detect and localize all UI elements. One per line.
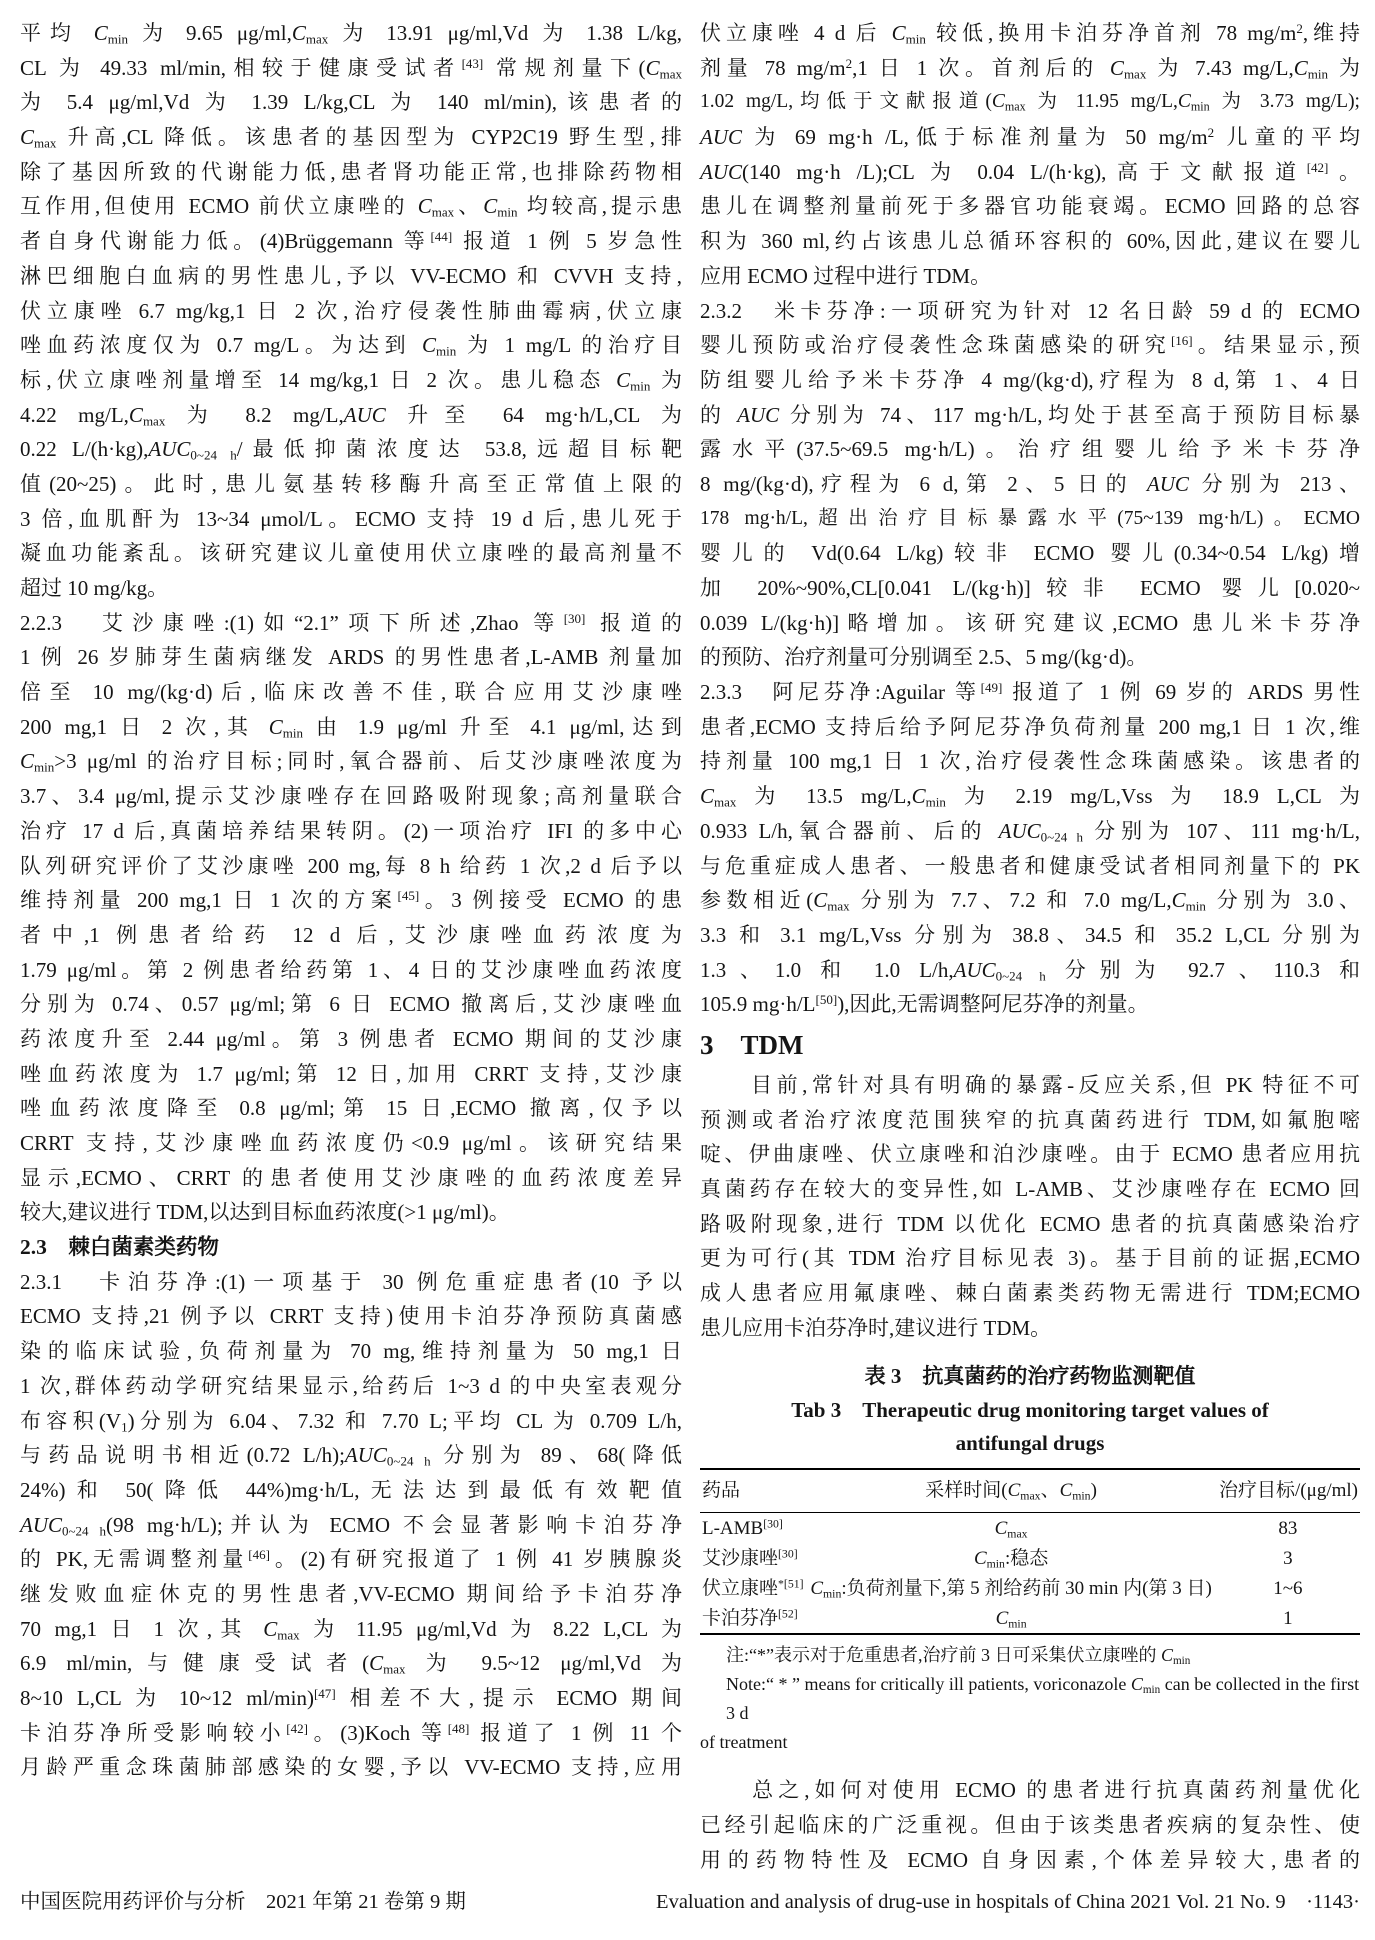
text-line: 队列研究评价了艾沙康唑 200 mg,每 8 h 给药 1 次,2 d 后予以 — [20, 853, 682, 878]
text-line: 淋巴细胞白血病的男性患儿,予以 VV-ECMO 和 CVVH 支持, — [20, 263, 682, 288]
text-line: 持剂量 100 mg,1 日 1 次,治疗侵袭性念珠菌感染。该患者的 — [700, 749, 1360, 774]
text-line: 3.7、3.4 μg/ml,提示艾沙康唑存在回路吸附现象;高剂量联合 — [20, 784, 682, 809]
text-line: 为 5.4 μg/ml,Vd 为 1.39 L/kg,CL 为 140 ml/min),该患者的 — [20, 90, 682, 115]
text-line: 8~10 L,CL 为 10~12 ml/min)[47] 相差不大,提示 ECMO 期间 — [20, 1685, 682, 1710]
table-cell: 1 — [1283, 1607, 1293, 1629]
text-line: 积为 360 ml,约占该患儿总循环容积的 60%,因此,建议在婴儿 — [700, 229, 1360, 254]
text-line: 的 PK,无需调整剂量[46]。(2)有研究报道了 1 例 41 岁胰腺炎 — [20, 1547, 682, 1572]
text-line: 月龄严重念珠菌肺部感染的女婴,予以 VV-ECMO 支持,应用 — [20, 1755, 682, 1780]
text-line: 患儿应用卡泊芬净时,建议进行 TDM。 — [700, 1315, 1052, 1340]
text-line: 值(20~25)。此时,患儿氨基转移酶升高至正常值上限的 — [20, 471, 682, 496]
text-line: 染的临床试验,负荷剂量为 70 mg,维持剂量为 50 mg,1 日 — [20, 1339, 682, 1364]
table-note-en: Note:“ * ” means for critically ill patients, voriconazole $C_{min}$ can be collected in the first 3 d — [726, 1674, 1360, 1724]
table-notes — [700, 1641, 1360, 1757]
footer-journal-en: Evaluation and analysis of drug-use in hospitals of China 2021 Vol. 21 No. 9 ·1143· — [656, 1891, 1360, 1913]
text-line: 标,伏立康唑剂量增至 14 mg/kg,1 日 2 次。患儿稳态 $C_{min}$ 为 — [20, 367, 682, 394]
text-line: 药浓度升至 2.44 μg/ml。第 3 例患者 ECMO 期间的艾沙康 — [20, 1026, 682, 1051]
table-cell: $C_{min}$:负荷剂量下,第 5 剂给药前 30 min 内(第 3 日) — [810, 1577, 1212, 1601]
text-line: 3.3 和 3.1 mg/L,Vss 分别为 38.8、34.5 和 35.2 L,CL 分别为 — [700, 922, 1360, 947]
text-line: 露水平(37.5~69.5 mg·h/L)。治疗组婴儿给予米卡芬净 — [700, 437, 1360, 462]
text-line: 超过 10 mg/kg。 — [20, 576, 169, 600]
text-line: 178 mg·h/L,超出治疗目标暴露水平(75~139 mg·h/L)。ECMO — [700, 507, 1360, 529]
table-cell: 3 — [1283, 1547, 1293, 1569]
text-line: 伏立康唑 4 d 后 $C_{min}$ 较低,换用卡泊芬净首剂 78 $mg/m^2$,维持 — [700, 20, 1360, 47]
table-cell: 艾沙康唑[30] — [702, 1547, 798, 1569]
text-line: 唑血药浓度仅为 0.7 mg/L。为达到 $C_{min}$ 为 1 mg/L 的治疗目 — [20, 333, 682, 359]
text-line: 总之,如何对使用 ECMO 的患者进行抗真菌药剂量优化 — [700, 1778, 1360, 1803]
text-line: 剂量 78 $mg/m^2,1$ 日 1 次。首剂后的 $C_{max}$ 为 7.43 $mg/L,C_{min}$ 为 — [700, 55, 1361, 82]
text-line: 真菌药存在较大的变异性,如 L-AMB、艾沙康唑存在 ECMO 回 — [700, 1177, 1360, 1201]
text-line: 患者,ECMO 支持后给予阿尼芬净负荷剂量 200 mg,1 日 1 次,维 — [700, 714, 1360, 739]
table-cell: L-AMB[30] — [702, 1517, 783, 1539]
text-line: $C_{max}$ 为 13.5 $mg/L,C_{min}$ 为 2.19 mg/L,Vss 为 18.9 L,CL 为 — [700, 784, 1361, 810]
table-cell: 1~6 — [1273, 1577, 1303, 1599]
text-line: CL 为 49.33 ml/min,相较于健康受试者[43] 常规剂量下($C_{max}$ — [20, 55, 682, 82]
table-note-en-2: of treatment — [700, 1732, 788, 1753]
table-cell: $C_{max}$ — [994, 1517, 1028, 1541]
text-line: $C_{min}>3$ μg/ml 的治疗目标;同时,氧合器前、后艾沙康唑浓度为 — [20, 749, 682, 776]
text-line: 卡泊芬净所受影响较小[42]。(3)Koch 等[48] 报道了 1 例 11 个 — [20, 1720, 682, 1745]
text-line: 的 AUC 分别为 74、117 mg·h/L,均处于甚至高于预防目标暴 — [700, 402, 1361, 427]
text-line: 路吸附现象,进行 TDM 以优化 ECMO 患者的抗真菌感染治疗 — [700, 1211, 1360, 1236]
text-line: 24%)和 50(降低 44%)mg·h/L,无法达到最低有效靶值 — [20, 1477, 682, 1502]
table-cell: $C_{min}$:稳态 — [973, 1547, 1049, 1571]
text-line: 互作用,但使用 ECMO 前伏立康唑的 $C_{max}$、$C_{min}$ 均较高,提示患 — [20, 194, 683, 221]
text-line: 105.9 mg·h/L[50]),因此,无需调整阿尼芬净的剂量。 — [700, 992, 1149, 1017]
text-line: 预测或者治疗浓度范围狭窄的抗真菌药进行 TDM,如氟胞嘧 — [700, 1107, 1360, 1132]
text-line: 显示,ECMO、CRRT 的患者使用艾沙康唑的血药浓度差异 — [20, 1165, 682, 1190]
text-line: 3 倍,血肌酐为 13~34 μmol/L。ECMO 支持 19 d 后,患儿死于 — [20, 506, 682, 531]
text-line: 1.3、1.0 和 1.0 $L/h,AUC_{0\sim 24 h}$ 分别为 92.7、110.3 和 — [700, 957, 1360, 984]
text-line: 已经引起临床的广泛重视。但由于该类患者疾病的复杂性、使 — [700, 1813, 1360, 1838]
right-column — [700, 16, 1360, 1878]
text-line: 维持剂量 200 mg,1 日 1 次的方案[45]。3 例接受 ECMO 的患 — [20, 888, 683, 913]
text-line: CRRT 支持,艾沙康唑血药浓度仍<0.9 μg/ml。该研究结果 — [20, 1131, 682, 1155]
text-line: 倍至 10 mg/(kg·d)后,临床改善不佳,联合应用艾沙康唑 — [20, 680, 682, 705]
text-line: $AUC_{0\sim 24 h}(98$ mg·h/L);并认为 ECMO 不会显著影响卡泊芬净 — [20, 1512, 682, 1539]
text-line: 啶、伊曲康唑、伏立康唑和泊沙康唑。由于 ECMO 患者应用抗 — [700, 1142, 1360, 1167]
table-row — [700, 1543, 1360, 1573]
table-3-block — [700, 1358, 1360, 1757]
table-caption-zh: 表 3 抗真菌药的治疗药物监测靶值 — [864, 1364, 1196, 1389]
text-line: 2.3.1 卡泊芬净:(1)一项基于 30 例危重症患者(10 予以 — [20, 1269, 682, 1294]
table-row — [700, 1513, 1360, 1544]
table-header-row — [700, 1469, 1360, 1513]
text-line: AUC(140 mg·h /L);CL 为 0.04 L/(h·kg),高于文献报道[42]。 — [700, 159, 1361, 184]
text-line: 2.3.3 阿尼芬净:Aguilar 等[49] 报道了 1 例 69 岁的 ARDS 男性 — [700, 679, 1360, 705]
text-line: 防组婴儿给予米卡芬净 4 mg/(kg·d),疗程为 8 d,第 1、4 日 — [700, 367, 1360, 392]
page-footer — [20, 1884, 1360, 1914]
text-line: 患儿在调整剂量前死于多器官功能衰竭。ECMO 回路的总容 — [700, 194, 1360, 219]
closing-paragraph — [700, 1773, 1360, 1877]
table-cell: 伏立康唑$^{*[51]}$ — [702, 1577, 804, 1599]
text-line: 较大,建议进行 TDM,以达到目标血药浓度(>1 μg/ml)。 — [20, 1200, 510, 1225]
text-line: 参数相近($C_{max}$ 分别为 7.7、7.2 和 7.0 $mg/L,C_{min}$ 分别为 3.0、 — [700, 888, 1361, 914]
text-line: $C_{max}$ 升高,CL 降低。该患者的基因型为 CYP2C19 野生型,排 — [20, 125, 682, 151]
text-line: 的预防、治疗剂量可分别调至 2.5、5 mg/(kg·d)。 — [700, 645, 1148, 670]
text-line: 分别为 0.74、0.57 μg/ml;第 6 日 ECMO 撤离后,艾沙康唑血 — [20, 992, 682, 1017]
text-line: 更为可行(其 TDM 治疗目标见表 3)。基于目前的证据,ECMO — [700, 1246, 1360, 1271]
table-row — [700, 1573, 1360, 1603]
table-cell: 83 — [1278, 1517, 1298, 1539]
text-line: 1.02 mg/L,均低于文献报道($C_{max}$ 为 11.95 $mg/L,C_{min}$ 为 3.73 mg/L); — [700, 91, 1360, 114]
text-line: 唑血药浓度降至 0.8 μg/ml;第 15 日,ECMO 撤离,仅予以 — [20, 1096, 682, 1121]
text-line: ECMO 支持,21 例予以 CRRT 支持)使用卡泊芬净预防真菌感 — [20, 1304, 682, 1329]
table-header-cell: 药品 — [700, 1469, 806, 1513]
text-line: 1 例 26 岁肺芽生菌病继发 ARDS 的男性患者,L-AMB 剂量加 — [20, 645, 682, 670]
text-line: 者自身代谢能力低。(4)Brüggemann 等[44] 报道 1 例 5 岁急性 — [20, 228, 682, 254]
table-cell: $C_{min}$ — [995, 1607, 1027, 1631]
text-line: 与药品说明书相近(0.72 $L/h);AUC_{0\sim 24 h}$ 分别为 89、68(降低 — [20, 1443, 683, 1469]
text-line: 布容积$(V_1)$分别为 6.04、7.32 和 7.70 L;平均 CL 为 0.709 L/h, — [20, 1408, 682, 1435]
text-line: 0.039 L/(kg·h)]略增加。该研究建议,ECMO 患儿米卡芬净 — [700, 610, 1360, 635]
section-heading: 2.3 棘白菌素类药物 — [20, 1235, 219, 1260]
table-row — [700, 1603, 1360, 1634]
text-line: 成人患者应用氟康唑、棘白菌素类药物无需进行 TDM;ECMO — [700, 1281, 1360, 1306]
text-line: 除了基因所致的代谢能力低,患者肾功能正常,也排除药物相 — [20, 159, 682, 184]
table-header-cell: 采样时间($C_{max}$、$C_{min}$) — [806, 1469, 1215, 1513]
text-line: 加 20%~90%,CL[0.041 L/(kg·h)]较非 ECMO 婴儿[0.020~ — [700, 576, 1360, 600]
right-column-text — [700, 16, 1360, 1345]
text-line: 200 mg,1 日 2 次,其 $C_{min}$ 由 1.9 μg/ml 升至 4.1 μg/ml,达到 — [20, 714, 682, 741]
text-line: 1 次,群体药动学研究结果显示,给药后 1~3 d 的中央室表观分 — [20, 1373, 682, 1398]
text-line: 用的药物特性及 ECMO 自身因素,个体差异较大,患者的 — [700, 1847, 1360, 1872]
tdm-target-table — [700, 1468, 1360, 1635]
text-line: 伏立康唑 6.7 mg/kg,1 日 2 次,治疗侵袭性肺曲霉病,伏立康 — [20, 298, 682, 323]
text-line: 治疗 17 d 后,真菌培养结果转阴。(2)一项治疗 IFI 的多中心 — [20, 818, 682, 843]
text-line: 2.2.3 艾沙康唑:(1)如“2.1”项下所述,Zhao 等[30] 报道的 — [20, 610, 682, 635]
text-line: 婴儿的 Vd(0.64 L/kg)较非 ECMO 婴儿(0.34~0.54 L/kg)增 — [700, 541, 1360, 566]
text-line: 婴儿预防或治疗侵袭性念珠菌感染的研究[16]。结果显示,预 — [700, 333, 1361, 358]
footer-journal-zh: 中国医院用药评价与分析 2021 年第 21 卷第 9 期 — [20, 1891, 466, 1913]
text-line: 4.22 $mg/L,C_{max}$ 为 8.2 mg/L,AUC 升至 64 mg·h/L,CL 为 — [20, 402, 683, 429]
text-line: 目前,常针对具有明确的暴露-反应关系,但 PK 特征不可 — [700, 1072, 1360, 1097]
text-line: 唑血药浓度为 1.7 μg/ml;第 12 日,加用 CRRT 支持,艾沙康 — [20, 1061, 682, 1086]
table-caption-en-2: antifungal drugs — [955, 1431, 1105, 1456]
table-note-zh: 注:“*”表示对于危重患者,治疗前 3 日可采集伏立康唑的 $C_{min}$ — [726, 1645, 1191, 1668]
text-line: 平均 $C_{min}$ 为 9.65 $\mu g/ml,C_{max}$ 为 13.91 μg/ml,Vd 为 1.38 L/kg, — [20, 21, 683, 47]
table-caption-en: Tab 3 Therapeutic drug monitoring target values of — [791, 1398, 1269, 1423]
text-line: 凝血功能紊乱。该研究建议儿童使用伏立康唑的最高剂量不 — [20, 541, 682, 566]
text-line: 应用 ECMO 过程中进行 TDM。 — [700, 263, 992, 288]
text-line: 70 mg,1 日 1 次,其 $C_{max}$ 为 11.95 μg/ml,Vd 为 8.22 L,CL 为 — [20, 1616, 682, 1643]
section-heading: 3 TDM — [700, 1029, 804, 1060]
text-line: AUC 为 69 mg·h /L,低于标准剂量为 50 $mg/m^2$ 儿童的平均 — [700, 124, 1360, 150]
text-line: 1.79 μg/ml。第 2 例患者给药第 1、4 日的艾沙康唑血药浓度 — [20, 957, 682, 982]
text-line: 0.22 $L/(h\cdot kg),AUC_{0\sim 24 h}/$最低抑菌浓度达 53.8,远超目标靶 — [20, 437, 682, 463]
left-column — [20, 16, 682, 1785]
text-line: 与危重症成人患者、一般患者和健康受试者相同剂量下的 PK — [700, 853, 1360, 878]
text-line: 8 mg/(kg·d),疗程为 6 d,第 2、5 日的 AUC 分别为 213、 — [700, 471, 1360, 496]
text-line: 2.3.2 米卡芬净:一项研究为针对 12 名日龄 59 d 的 ECMO — [700, 298, 1360, 323]
text-line: 继发败血症休克的男性患者,VV-ECMO 期间给予卡泊芬净 — [20, 1581, 682, 1606]
text-line: 0.933 L/h,氧合器前、后的 $AUC_{0\sim 24 h}$ 分别为 107、111 mg·h/L, — [700, 818, 1360, 845]
table-header-cell: 治疗目标/(μg/ml) — [1216, 1469, 1360, 1513]
table-cell: 卡泊芬净[52] — [702, 1607, 798, 1629]
text-line: 6.9 ml/min,与健康受试者($C_{max}$ 为 9.5~12 μg/ml,Vd 为 — [20, 1651, 682, 1677]
text-line: 者中,1 例患者给药 12 d 后,艾沙康唑血药浓度为 — [20, 922, 682, 947]
